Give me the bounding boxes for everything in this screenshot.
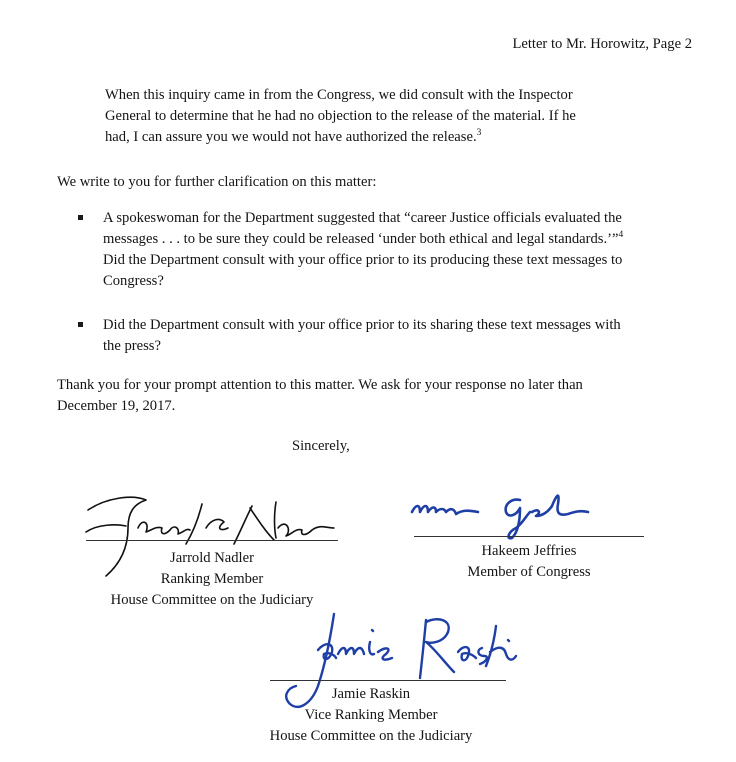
footnote-ref: 3: [476, 128, 482, 138]
signatory-name: Jarrold Nadler: [170, 550, 254, 566]
signatory-committee: House Committee on the Judiciary: [110, 592, 314, 608]
signatory-name: Jamie Raskin: [331, 686, 411, 702]
signatory-committee: House Committee on the Judiciary: [269, 728, 473, 744]
signatory-block-raskin: [236, 684, 506, 747]
bullet-line: the press?: [103, 338, 161, 354]
bullet-line: Congress?: [103, 273, 164, 289]
bullet-line: messages . . . to be sure they could be released ‘under both ethical and legal standards.’”$^4$: [103, 230, 624, 247]
bullet-line: Did the Department consult with your office prior to its sharing these text messages with: [103, 317, 621, 333]
closing-line: Thank you for your prompt attention to this matter. We ask for your response no later than: [57, 377, 583, 393]
signature-line: [86, 540, 338, 541]
salutation: Sincerely,: [292, 438, 350, 454]
signatory-name: Hakeem Jeffries: [481, 543, 577, 559]
signatory-title: Ranking Member: [160, 571, 264, 587]
quote-line-last: had, I can assure you we would not have authorized the release.$^3$: [105, 128, 482, 145]
closing-paragraph: [57, 375, 583, 417]
closing-line: December 19, 2017.: [57, 398, 176, 414]
bullet-line: A spokeswoman for the Department suggested that “career Justice officials evaluated the: [103, 210, 622, 226]
signature-line: [270, 680, 506, 681]
bullet-line: Did the Department consult with your office prior to its producing these text messages to: [103, 252, 623, 268]
quote-line: General to determine that he had no objection to the release of the material. If he: [105, 108, 576, 124]
quoted-statement: [105, 85, 576, 148]
footnote-ref: 4: [618, 230, 624, 240]
signatory-title: Member of Congress: [467, 564, 591, 580]
bullet-icon: [78, 322, 83, 327]
quote-line: When this inquiry came in from the Congress, we did consult with the Inspector: [105, 87, 573, 103]
signature-line: [414, 536, 644, 537]
jeffries-signature: [408, 482, 598, 542]
bullet-text: [103, 208, 623, 292]
signatory-block-nadler: [86, 548, 338, 611]
page-header: Letter to Mr. Horowitz, Page 2: [512, 36, 692, 52]
bullet-icon: [78, 215, 83, 220]
signatory-block-jeffries: [414, 541, 644, 583]
bullet-text: [103, 315, 621, 357]
intro-paragraph: We write to you for further clarification on this matter:: [57, 174, 377, 190]
signatory-title: Vice Ranking Member: [304, 707, 438, 723]
